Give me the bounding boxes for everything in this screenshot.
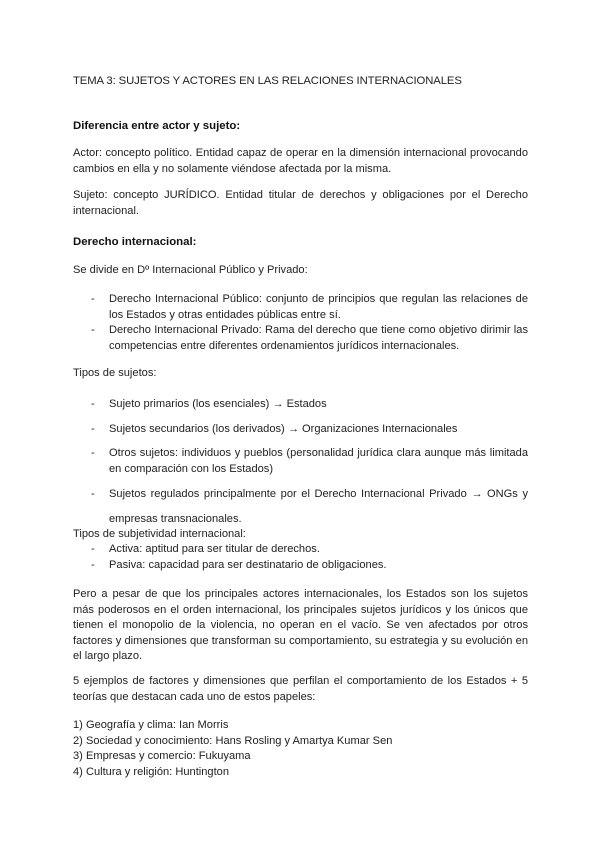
list-derecho xyxy=(73,292,528,354)
paragraph-subjetividad: Tipos de subjetividad internacional: xyxy=(73,528,246,540)
list-item-text: Sujeto primarios (los esenciales) → Estados xyxy=(109,398,327,410)
bullet-dash: - xyxy=(91,543,95,555)
paragraph-tipos-sujetos: Tipos de sujetos: xyxy=(73,367,157,379)
list-tipos-sujetos xyxy=(73,397,528,541)
list-item xyxy=(73,323,528,354)
list-item-text: Derecho Internacional Privado: Rama del derecho que tiene como objetivo dirimir las competencias entre diferentes ordenamientos jurídicos internacionales. xyxy=(109,324,528,352)
list-item: 4) Cultura y religión: Huntington xyxy=(73,765,230,778)
list-item xyxy=(73,482,528,532)
list-item: 1) Geografía y clima: Ian Morris xyxy=(73,719,229,731)
list-item: 3) Empresas y comercio: Fukuyama xyxy=(73,750,251,762)
paragraph-estados: Pero a pesar de que los principales actores internacionales, los Estados son los sujetos más poderosos en el orden internacional, los principales sujetos jurídicos y los únicos que tienen el monopolio de la violencia, no operan en el vacío. Se ven afectados por otros factores y dimensiones que transforman su comportamiento, su estrategia y su evolución en el largo plazo. xyxy=(73,588,528,662)
list-item-text: Derecho Internacional Público: conjunto de principios que regulan las relaciones de los Estados y otras entidades públicas entre sí. xyxy=(109,293,528,321)
bullet-dash: - xyxy=(91,324,95,336)
list-item-text: Sujetos secundarios (los derivados) → Organizaciones Internacionales xyxy=(109,422,458,435)
list-item-text: Pasiva: capacidad para ser destinatario de obligaciones. xyxy=(109,558,387,571)
heading-derecho-internacional: Derecho internacional: xyxy=(73,236,197,248)
list-item xyxy=(73,558,528,574)
heading-actor-sujeto: Diferencia entre actor y sujeto: xyxy=(73,120,241,132)
list-item xyxy=(73,397,528,413)
list-item xyxy=(73,542,528,558)
bullet-dash: - xyxy=(91,447,95,459)
bullet-dash: - xyxy=(91,558,95,571)
paragraph-ejemplos: 5 ejemplos de factores y dimensiones que perfilan el comportamiento de los Estados + 5 teorías que destacan cada uno de estos papeles: xyxy=(73,675,528,703)
list-item-text: Sujetos regulados principalmente por el Derecho Internacional Privado → ONGs y empresas transnacionales. xyxy=(109,488,528,525)
bullet-dash: - xyxy=(91,398,95,410)
paragraph-actor: Actor: concepto político. Entidad capaz de operar en la dimensión internacional provocando cambios en ella y no solamente viéndose afectada por la misma. xyxy=(73,147,528,175)
list-item xyxy=(73,446,528,477)
list-item xyxy=(73,422,528,438)
list-item-text: Otros sujetos: individuos y pueblos (personalidad jurídica clara aunque más limitada en comparación con los Estados) xyxy=(109,447,528,475)
list-ejemplos xyxy=(73,718,528,780)
paragraph-divide: Se divide en Dº Internacional Público y Privado: xyxy=(73,264,308,276)
list-item xyxy=(73,292,528,323)
list-item: 2) Sociedad y conocimiento: Hans Rosling y Amartya Kumar Sen xyxy=(73,734,393,747)
bullet-dash: - xyxy=(91,293,95,305)
paragraph-sujeto: Sujeto: concepto JURÍDICO. Entidad titular de derechos y obligaciones por el Derecho internacional. xyxy=(73,189,528,217)
document-title: TEMA 3: SUJETOS Y ACTORES EN LAS RELACIONES INTERNACIONALES xyxy=(73,75,462,87)
bullet-dash: - xyxy=(91,422,95,435)
list-item-text: Activa: aptitud para ser titular de derechos. xyxy=(109,543,320,555)
bullet-dash: - xyxy=(91,488,95,500)
list-subjetividad xyxy=(73,542,528,573)
